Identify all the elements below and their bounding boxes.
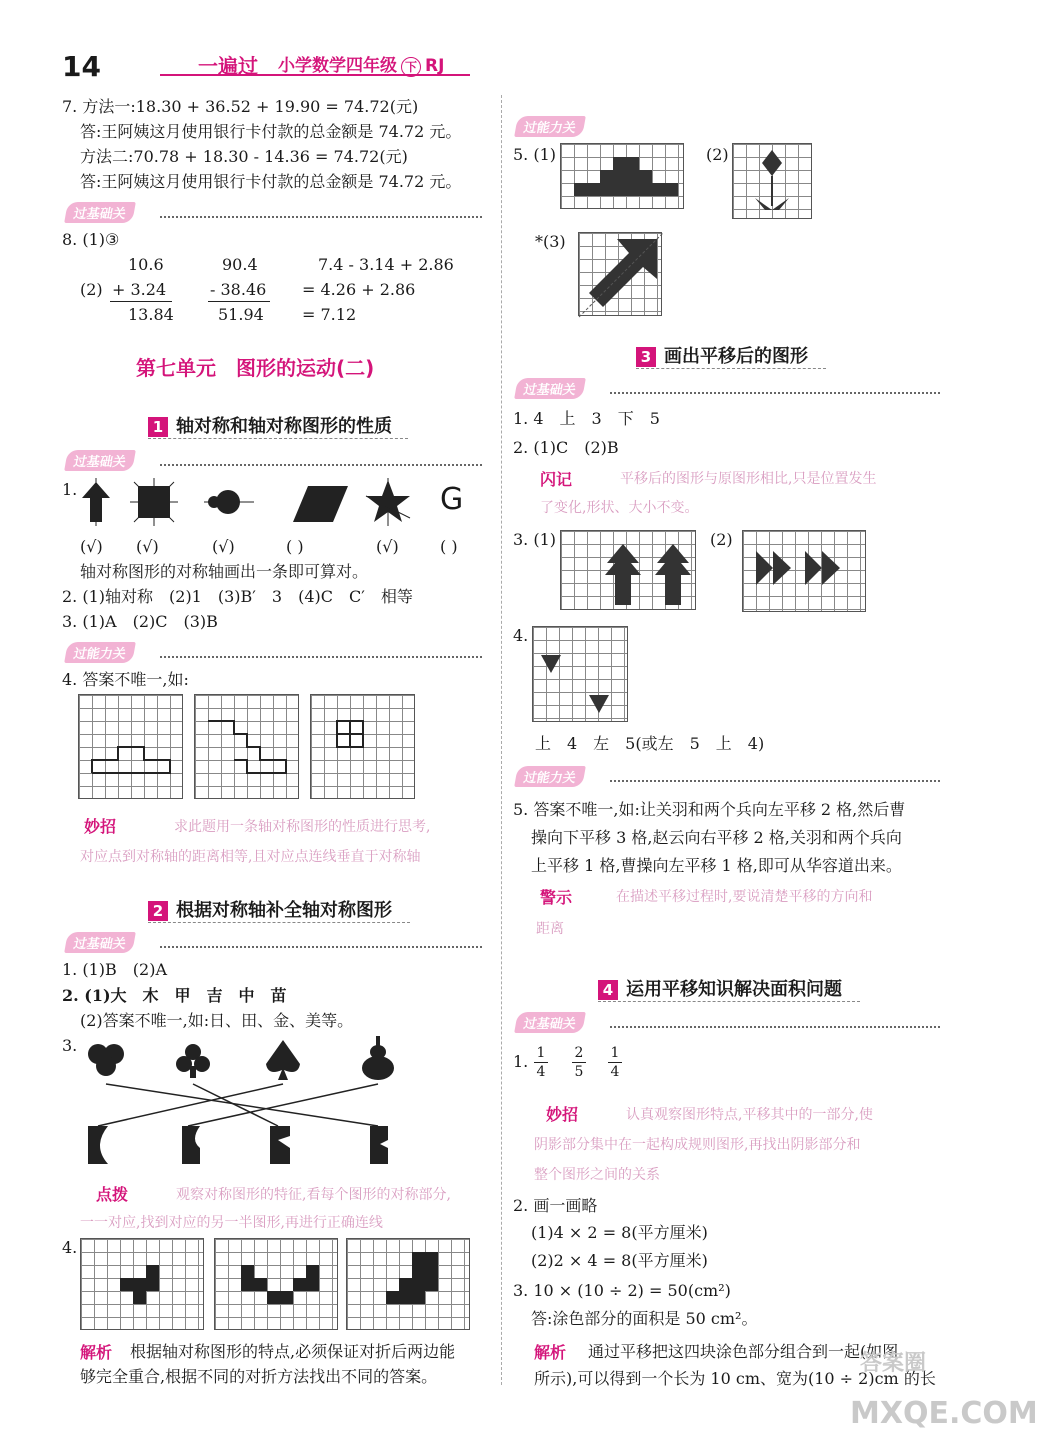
page-number: 14 [62,50,101,83]
tip-1-text: 求此题用一条轴对称图形的性质进行思考, [174,819,431,835]
v2-op: - 38.46 [210,280,267,299]
section-3-title: 画出平移后的图形 [664,346,808,367]
grid-sym-1-shape [81,1239,205,1331]
half-shape-3 [270,1126,290,1164]
arrow-figure [82,478,110,526]
grid-answer-1 [78,694,183,799]
dotted-rule [610,392,940,394]
header-subtitle: 小学数学四年级 下 RJ [278,56,445,76]
q7-line3: 方法二:70.78 + 18.30 - 14.36 = 74.72(元) [80,147,408,166]
tip-2-text: 观察对称图形的特征,看每个图形的对称部分, [176,1187,451,1203]
analysis-left-1: 根据轴对称图形的特点,必须保证对折后两边能 [130,1342,456,1361]
star-figure [366,478,410,526]
grid-q5-1 [560,143,684,209]
analysis-right-2: 所示),可以得到一个长为 10 cm、宽为(10 ÷ 2)cm 的长 [534,1369,936,1388]
section-2-number: 2 [148,901,168,921]
grid-s3-q3-2-shape [743,531,867,613]
pass-tag: 过基础关 [514,1012,586,1033]
grid-s3-q3-1 [560,530,696,610]
mark-3: (√) [212,537,235,556]
tip-2-text2: 一一对应,找到对应的另一半图形,再进行正确连线 [80,1215,383,1231]
section-1-title: 轴对称和轴对称图形的性质 [176,416,392,437]
symmetry-figures [78,478,468,526]
section-1-header [148,412,408,439]
tip-3-label: 妙招 [546,1105,579,1124]
tip-3-text2: 阴影部分集中在一起构成规则图形,再找出阴影部分和 [534,1137,861,1153]
tip-1-label: 妙招 [84,817,117,836]
v2-result: 51.94 [218,305,264,324]
q5-1-label: 5. (1) [513,145,557,164]
analysis-label-right: 解析 [534,1343,567,1362]
s4-q3-answer: 答:涂色部分的面积是 50 cm²。 [531,1309,758,1328]
fraction-2: 2 5 [572,1044,586,1081]
half-shape-4 [370,1126,388,1164]
s2-q3: 3. [62,1036,78,1055]
grid-q5-2-shape [733,144,813,220]
dotted-rule [610,1026,940,1028]
s4-q3: 3. 10 × (10 ÷ 2) = 50(cm²) [513,1281,731,1300]
tip-3-text3: 整个图形之间的关系 [534,1167,660,1183]
pass-tag: 过基础关 [64,202,136,223]
grid-sym-3-shape [347,1239,471,1331]
circle-figure [204,490,254,514]
grid-s3-q3-2 [742,530,866,612]
section-4-header [598,975,860,1002]
pass-tag: 过基础关 [64,450,136,471]
grid-sym-2-shape [215,1239,339,1331]
header-rule [160,74,470,76]
watermark-logo: 答案圈 [860,1351,927,1376]
q7-line2: 答:王阿姨这月使用银行卡付款的总金额是 74.72 元。 [80,122,462,141]
v3-op: = 4.26 + 2.86 [302,280,416,299]
s4-q2a: (1)4 × 2 = 8(平方厘米) [531,1223,708,1242]
analysis-label-left: 解析 [80,1343,113,1362]
section-4-title: 运用平移知识解决面积问题 [626,979,842,1000]
half-shape-1 [88,1126,108,1164]
grid-answer-2 [194,694,299,799]
section-3-number: 3 [636,347,656,367]
section-4-number: 4 [598,980,618,1000]
mark-5: (√) [376,537,399,556]
letter-g: G [440,482,464,517]
club-shape [176,1044,210,1078]
dotted-rule [160,656,482,658]
section-1-number: 1 [148,417,168,437]
s1-q1-note: 轴对称图形的对称轴画出一条即可算对。 [80,562,369,581]
s3-q3-1-label: 3. (1) [513,530,557,549]
grid-answer-3 [310,694,415,799]
fraction-1: 1 4 [534,1044,548,1081]
mark-6: ( ) [440,537,458,556]
s3-q1: 1. 4 上 3 下 5 [513,409,660,428]
tip-2-label: 点拨 [96,1185,129,1204]
mark-1: (√) [80,537,103,556]
v3-top: 7.4 - 3.14 + 2.86 [318,255,454,274]
fraction-3: 1 4 [608,1044,622,1081]
half-shape-2 [182,1126,200,1164]
s2-q1: 1. (1)B (2)A [62,960,167,979]
v1-result: 13.84 [128,305,174,324]
grid-q5-3 [578,232,662,316]
grid-answer-3-shape [311,695,416,800]
unit-title: 第七单元 图形的运动(二) [136,356,375,380]
grid-q5-2 [732,143,812,219]
parallelogram-figure [293,486,348,522]
mark-4: ( ) [286,537,304,556]
section-2-header [148,896,410,923]
q7-line1: 7. 方法一:18.30 + 36.52 + 19.90 = 74.72(元) [62,97,419,116]
power-tag: 过能力关 [64,642,136,663]
power-tag: 过能力关 [514,116,586,137]
grid-sym-2 [214,1238,338,1330]
s1-q2: 2. (1)轴对称 (2)1 (3)B′ 3 (4)C C′ 相等 [62,587,413,606]
analysis-left-2: 够完全重合,根据不同的对折方法找出不同的答案。 [80,1367,438,1386]
grid-s3-q4 [532,626,628,722]
s4-q1-label: 1. [513,1052,529,1071]
s2-q4: 4. [62,1238,78,1257]
q5-2-label: (2) [706,145,729,164]
grid-answer-1-shape [79,695,184,800]
v3-result: = 7.12 [302,305,357,324]
q8-part2-label: (2) [80,280,103,299]
q5-3-label: *(3) [535,232,566,251]
clover-shape [88,1044,124,1076]
s3-q5-line2: 操向下平移 3 格,赵云向右平移 2 格,关羽和两个兵向 [531,828,902,847]
grid-sym-1 [80,1238,204,1330]
tip-1-text2: 对应点到对称轴的距离相等,且对应点连线垂直于对称轴 [80,849,421,865]
tip-3-text: 认真观察图形特点,平移其中的一部分,使 [626,1107,873,1123]
analysis-right-1: 通过平移把这四块涂色部分组合到一起(如图 [588,1342,899,1361]
flash-label: 闪记 [540,470,573,489]
q8-part1: 8. (1)③ [62,230,120,249]
volume-badge: 下 [401,57,421,77]
v2-line [208,301,270,302]
v1-op: + 3.24 [112,280,167,299]
header-logo: 一遍过 [198,54,258,78]
grid-answer-2-shape [195,695,300,800]
s3-q4-label: 4. [513,626,529,645]
s4-q2b: (2)2 × 4 = 8(平方厘米) [531,1251,708,1270]
watermark-text: MXQE.COM [850,1396,1038,1431]
gourd-shape [362,1036,394,1080]
v2-top: 90.4 [222,255,258,274]
grid-q5-1-shape [561,144,685,210]
section-2-title: 根据对称轴补全轴对称图形 [176,900,392,921]
pass-tag: 过基础关 [514,378,586,399]
v1-line [110,301,172,302]
grid-q5-3-shape [579,233,663,317]
s1-q3: 3. (1)A (2)C (3)B [62,612,218,631]
s3-q4-answer: 上 4 左 5(或左 5 上 4) [535,734,765,753]
s2-q2a: 2. (1)大 木 甲 吉 中 苗 [62,986,287,1005]
s1-q4: 4. 答案不唯一,如: [62,670,189,689]
v1-top: 10.6 [128,255,164,274]
warn-text: 在描述平移过程时,要说清楚平移的方向和 [616,889,873,905]
power-tag: 过能力关 [514,766,586,787]
warn-text2: 距离 [536,921,564,937]
square-figure [130,478,178,526]
s3-q3-2-label: (2) [710,530,733,549]
s3-q5-line3: 上平移 1 格,曹操向左平移 1 格,即可从华容道出来。 [531,856,902,875]
s3-q2: 2. (1)C (2)B [513,438,619,457]
s3-q5-line1: 5. 答案不唯一,如:让关羽和两个兵向左平移 2 格,然后曹 [513,800,906,819]
dotted-rule [160,464,482,466]
s4-q2: 2. 画一画略 [513,1196,598,1215]
matching-figures [78,1036,408,1176]
pass-tag: 过基础关 [64,932,136,953]
spade-shape [266,1040,300,1080]
flash-text2: 了变化,形状、大小不变。 [540,500,699,516]
s1-q1-label: 1. [62,480,78,499]
section-3-header [636,342,826,369]
dotted-rule [610,780,940,782]
column-divider [501,95,502,1385]
mark-2: (√) [136,537,159,556]
q7-line4: 答:王阿姨这月使用银行卡付款的总金额是 74.72 元。 [80,172,462,191]
s2-q2b: (2)答案不唯一,如:日、田、金、美等。 [80,1011,354,1030]
dotted-rule [160,946,482,948]
grid-s3-q3-1-shape [561,531,697,611]
warn-label: 警示 [540,888,573,907]
grid-sym-3 [346,1238,470,1330]
dotted-rule [160,216,482,218]
grid-s3-q4-shape [533,627,629,723]
flash-text: 平移后的图形与原图形相比,只是位置发生 [620,471,877,487]
